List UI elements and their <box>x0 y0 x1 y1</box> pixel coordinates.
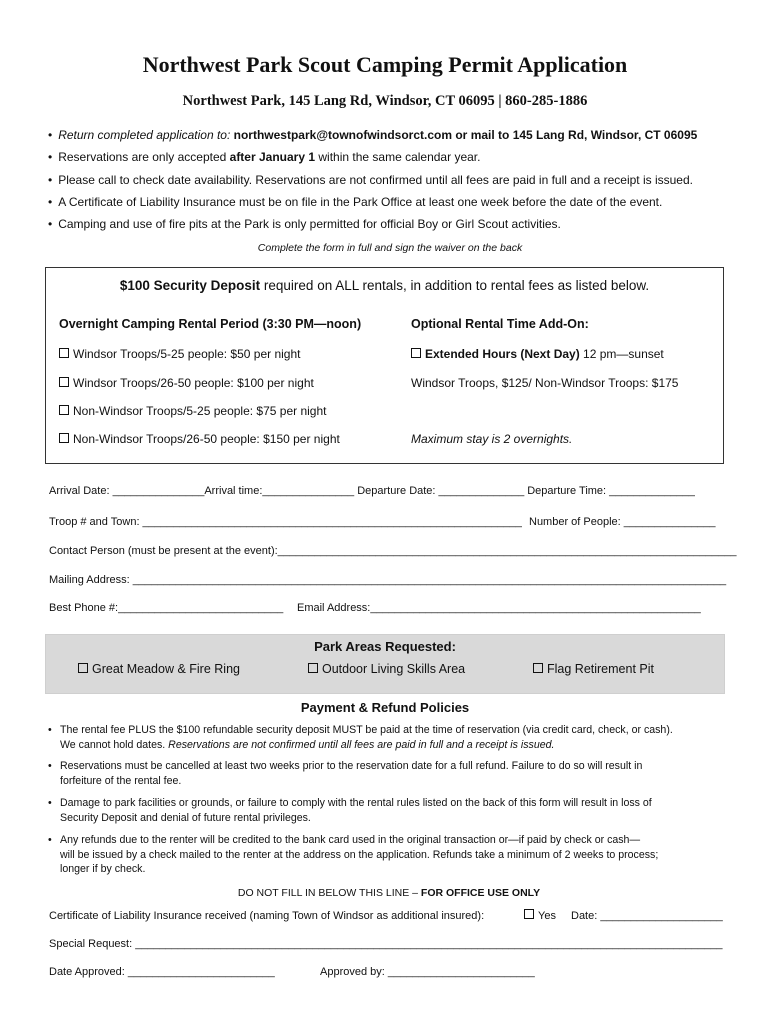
special-request-field[interactable]: Special Request: ________________________________________________________________________________________________ <box>49 938 723 950</box>
extended-hours-price: Windsor Troops, $125/ Non-Windsor Troops: $175 <box>411 376 679 390</box>
policy-text: Damage to park facilities or grounds, or failure to comply with the rental rules listed on the back of this form will result in loss of <box>60 797 652 809</box>
instruction-emphasis: after January 1 <box>229 150 316 165</box>
policy-text: We cannot hold dates. <box>60 738 169 751</box>
checkbox[interactable] <box>533 663 543 673</box>
policy-text: The rental fee PLUS the $100 refundable security deposit MUST be paid at the time of reservation (via credit card, check, or cash). <box>60 724 673 736</box>
park-areas-section <box>45 634 725 694</box>
policy-item <box>48 833 738 877</box>
payment-heading: Payment & Refund Policies <box>300 700 470 715</box>
dates-fields[interactable]: Arrival Date: _______________Arrival time:_______________ Departure Date: ______________ Departure Time: ______________ <box>49 485 695 497</box>
area-label: Flag Retirement Pit <box>547 662 654 676</box>
policy-text: Any refunds due to the renter will be credited to the bank card used in the original transaction or—if paid by check or cash— <box>60 834 641 846</box>
policy-item <box>48 723 738 752</box>
office-use-text: DO NOT FILL IN BELOW THIS LINE – <box>237 887 421 899</box>
policy-emphasis: Reservations are not confirmed until all fees are paid in full and a receipt is issued. <box>168 738 555 751</box>
form-title: Northwest Park Scout Camping Permit Application <box>142 52 628 77</box>
troop-field[interactable]: Troop # and Town: ______________________________________________________________ <box>49 516 522 528</box>
instruction-item: • A Certificate of Liability Insurance must be on file in the Park Office at least one week before the date of the event. <box>48 191 697 213</box>
rental-option-label: Windsor Troops/26-50 people: $100 per night <box>73 376 314 390</box>
instruction-item <box>48 146 697 168</box>
instruction-text: Return completed application to: <box>58 128 234 142</box>
policy-text: Security Deposit and denial of future rental privileges. <box>60 811 311 824</box>
policy-text: Reservations must be cancelled at least two weeks prior to the reservation date for a full refund. Failure to do so will result in <box>60 760 643 772</box>
deposit-heading <box>46 278 723 293</box>
checkbox[interactable] <box>308 663 318 673</box>
insurance-yes-option[interactable] <box>524 909 556 922</box>
instruction-text: within the same calendar year. <box>315 150 481 165</box>
area-option-meadow[interactable] <box>78 662 240 676</box>
instruction-item: • Camping and use of fire pits at the Park is only permitted for official Boy or Girl Scout activities. <box>48 213 697 235</box>
office-use-divider <box>0 887 770 899</box>
yes-label: Yes <box>538 910 556 922</box>
policy-item <box>48 759 738 788</box>
bullet-icon: • <box>48 760 52 772</box>
area-option-outdoor[interactable] <box>308 662 465 676</box>
checkbox[interactable] <box>59 348 69 358</box>
area-label: Great Meadow & Fire Ring <box>92 662 240 676</box>
deposit-note: required on ALL rentals, in addition to rental fees as listed below. <box>260 278 650 293</box>
rental-option-label: Non-Windsor Troops/26-50 people: $150 per night <box>73 432 340 446</box>
bullet-icon: • <box>48 834 52 846</box>
phone-field[interactable]: Best Phone #:___________________________ <box>49 602 284 614</box>
policy-item <box>48 796 738 825</box>
form-subtitle: Northwest Park, 145 Lang Rd, Windsor, CT 06095 | 860-285-1886 <box>182 93 588 109</box>
rental-option-1[interactable] <box>59 347 300 361</box>
max-stay-note: Maximum stay is 2 overnights. <box>411 432 573 446</box>
email-field[interactable]: Email Address:______________________________________________________ <box>297 602 701 614</box>
office-use-label: FOR OFFICE USE ONLY <box>420 887 541 899</box>
area-label: Outdoor Living Skills Area <box>322 662 466 676</box>
rental-option-label: Non-Windsor Troops/5-25 people: $75 per night <box>73 404 327 418</box>
people-field[interactable]: Number of People: _______________ <box>529 516 716 528</box>
insurance-cert-label: Certificate of Liability Insurance received (naming Town of Windsor as additional insured): <box>49 910 485 922</box>
bullet-icon: • <box>48 797 52 809</box>
deposit-amount: $100 Security Deposit <box>119 278 261 293</box>
policy-text: forfeiture of the rental fee. <box>60 774 182 787</box>
deposit-box <box>45 267 724 464</box>
rental-period-heading: Overnight Camping Rental Period (3:30 PM—noon) <box>59 317 362 331</box>
instruction-text: Reservations are only accepted <box>58 150 230 165</box>
instruction-item: • Please call to check date availability. Reservations are not confirmed until all fees are paid in full and a receipt is issued. <box>48 169 697 191</box>
checkbox[interactable] <box>59 433 69 443</box>
extended-hours-option[interactable] <box>411 347 664 361</box>
rental-option-label: Windsor Troops/5-25 people: $50 per night <box>73 347 301 361</box>
rental-option-4[interactable] <box>59 432 340 446</box>
instructions-list <box>48 124 697 235</box>
policy-text: will be issued by a check mailed to the renter at the address on the application. Refunds take a minimum of 2 weeks to process; <box>60 848 659 861</box>
extended-hours-label: Extended Hours (Next Day) <box>425 347 580 361</box>
rental-option-2[interactable] <box>59 376 314 390</box>
bullet-icon: • <box>48 724 52 736</box>
extended-hours-time: 12 pm—sunset <box>579 347 664 361</box>
instruction-item <box>48 124 697 146</box>
park-areas-heading: Park Areas Requested: <box>314 639 456 654</box>
policy-text: longer if by check. <box>60 863 146 876</box>
area-option-flag[interactable] <box>533 662 654 676</box>
complete-note: Complete the form in full and sign the waiver on the back <box>257 242 523 254</box>
addon-heading: Optional Rental Time Add-On: <box>411 317 589 331</box>
date-approved-field[interactable]: Date Approved: ________________________ <box>49 966 275 978</box>
contact-field[interactable]: Contact Person (must be present at the event):___________________________________________________________________________ <box>49 545 737 557</box>
insurance-date-field[interactable]: Date: ____________________ <box>571 910 723 922</box>
mailing-field[interactable]: Mailing Address: _________________________________________________________________________________________________ <box>49 574 727 586</box>
checkbox[interactable] <box>524 909 534 919</box>
approved-by-field[interactable]: Approved by: ________________________ <box>320 966 535 978</box>
return-address: northwestpark@townofwindsorct.com or mail to 145 Lang Rd, Windsor, CT 06095 <box>233 128 698 142</box>
checkbox[interactable] <box>78 663 88 673</box>
checkbox[interactable] <box>59 405 69 415</box>
rental-option-3[interactable] <box>59 404 326 418</box>
checkbox[interactable] <box>411 348 421 358</box>
checkbox[interactable] <box>59 377 69 387</box>
